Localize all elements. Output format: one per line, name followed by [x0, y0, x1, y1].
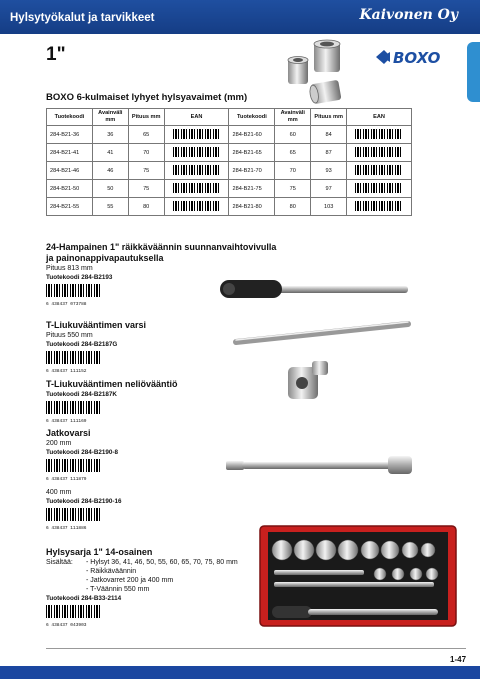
table-row: [47, 198, 412, 216]
cell-length: 70: [128, 144, 164, 162]
extension-length-2: 400 mm: [46, 489, 72, 496]
t-bar-title: T-Liukuvääntimen varsi: [46, 320, 147, 330]
cell-code: 284-B21-75: [229, 180, 275, 198]
cell-length: 84: [311, 126, 347, 144]
col-header: Avainväli mm: [275, 109, 311, 126]
cell-ean: [347, 162, 412, 180]
table-row: [47, 162, 412, 180]
table-header-row: [47, 109, 412, 126]
side-tab[interactable]: [467, 42, 480, 102]
barcode-icon: [173, 165, 221, 175]
barcode-icon: [46, 605, 100, 618]
kit-contains-label: Sisältää:: [46, 559, 73, 566]
sockets-image: [284, 38, 354, 108]
ratchet-length: Pituus 813 mm: [46, 265, 93, 272]
kit-ean: 6 438437 043903: [46, 623, 87, 628]
col-header: Pituus mm: [311, 109, 347, 126]
socket-table: [46, 108, 412, 216]
footer-bar: [0, 666, 480, 679]
cell-width: 50: [92, 180, 128, 198]
col-header: Tuotekoodi: [229, 109, 275, 126]
barcode-icon: [46, 508, 100, 521]
barcode-icon: [355, 165, 403, 175]
list-item: - Hylsyt 36, 41, 46, 50, 55, 60, 65, 70, 75, 80 mm: [86, 559, 238, 566]
cell-width: 65: [275, 144, 311, 162]
cell-width: 70: [275, 162, 311, 180]
table-row: [47, 126, 412, 144]
cell-width: 60: [275, 126, 311, 144]
cell-code: 284-B21-50: [47, 180, 93, 198]
cell-ean: [164, 144, 229, 162]
kit-case-image: [258, 524, 458, 628]
cell-width: 46: [92, 162, 128, 180]
ratchet-code: Tuotekoodi 284-B2193: [46, 274, 113, 281]
t-bar-length: Pituus 550 mm: [46, 332, 93, 339]
cell-ean: [164, 162, 229, 180]
extension-length-1: 200 mm: [46, 440, 72, 447]
col-header: EAN: [164, 109, 229, 126]
cell-width: 36: [92, 126, 128, 144]
section-heading: BOXO 6-kulmaiset lyhyet hylsyavaimet (mm): [46, 92, 248, 103]
cell-width: 55: [92, 198, 128, 216]
ratchet-image: [218, 276, 412, 302]
size-heading: 1": [46, 44, 66, 65]
barcode-icon: [46, 284, 100, 297]
t-bar-ean: 6 438437 111152: [46, 369, 87, 374]
header-bar: [0, 0, 480, 34]
cell-length: 75: [128, 162, 164, 180]
cell-ean: [164, 198, 229, 216]
cell-width: 41: [92, 144, 128, 162]
col-header: EAN: [347, 109, 412, 126]
header-title: Hylsytyökalut ja tarvikkeet: [10, 12, 155, 24]
cell-ean: [347, 198, 412, 216]
cell-length: 75: [128, 180, 164, 198]
ratchet-title-1: 24-Hampainen 1" räikkäväännin suunnanvaihtovivulla: [46, 242, 277, 252]
extension-ean-2: 6 438437 111886: [46, 526, 87, 531]
page-number: 1-47: [450, 655, 467, 664]
cell-code: 284-B21-65: [229, 144, 275, 162]
extension-block: [46, 428, 121, 531]
barcode-icon: [173, 147, 221, 157]
t-bar-block: [46, 320, 146, 374]
col-header: Tuotekoodi: [47, 109, 93, 126]
table-row: [47, 144, 412, 162]
extension-title: Jatkovarsi: [46, 428, 91, 438]
list-item: - T-Väännin 550 mm: [86, 586, 150, 593]
cell-code: 284-B21-60: [229, 126, 275, 144]
extension-image: [222, 452, 416, 478]
barcode-icon: [46, 401, 100, 414]
extension-ean-1: 6 438437 111879: [46, 477, 87, 482]
col-header: Avainväli mm: [92, 109, 128, 126]
kit-title: Hylsysarja 1" 14-osainen: [46, 547, 153, 557]
barcode-icon: [173, 183, 221, 193]
cell-code: 284-B21-55: [47, 198, 93, 216]
barcode-icon: [46, 459, 100, 472]
table-row: [47, 180, 412, 198]
ratchet-title-2: ja painonappivapautuksella: [46, 253, 164, 263]
t-square-code: Tuotekoodi 284-B2187K: [46, 391, 117, 398]
cell-width: 75: [275, 180, 311, 198]
barcode-icon: [173, 201, 221, 211]
t-square-ean: 6 438437 111169: [46, 419, 87, 424]
cell-ean: [347, 180, 412, 198]
ratchet-ean: 6 438437 073788: [46, 302, 87, 307]
cell-code: 284-B21-41: [47, 144, 93, 162]
t-bar-image: [232, 318, 412, 348]
cell-code: 284-B21-80: [229, 198, 275, 216]
cell-ean: [347, 126, 412, 144]
kit-block: [46, 547, 238, 628]
cell-length: 93: [311, 162, 347, 180]
cell-length: 80: [128, 198, 164, 216]
footer-divider: [46, 648, 466, 649]
barcode-icon: [355, 147, 403, 157]
brand-logo: Kaivonen Oy: [359, 7, 458, 23]
extension-code-1: Tuotekoodi 284-B2190-8: [46, 449, 118, 456]
barcode-icon: [173, 129, 221, 139]
cell-code: 284-B21-70: [229, 162, 275, 180]
list-item: - Jatkovarret 200 ja 400 mm: [86, 577, 174, 584]
boxo-logo-text: BOXO: [393, 49, 441, 67]
barcode-icon: [355, 201, 403, 211]
list-item: - Räikkäväännin: [86, 568, 137, 575]
kit-contents-list: [86, 558, 238, 594]
col-header: Pituus mm: [128, 109, 164, 126]
kit-code: Tuotekoodi 284-B33-2114: [46, 595, 122, 602]
cell-code: 284-B21-46: [47, 162, 93, 180]
barcode-icon: [355, 183, 403, 193]
barcode-icon: [46, 351, 100, 364]
t-square-title: T-Liukuvääntimen neliövääntiö: [46, 379, 178, 389]
boxo-logo: [374, 46, 456, 68]
barcode-icon: [355, 129, 403, 139]
extension-code-2: Tuotekoodi 284-B2190-16: [46, 498, 122, 505]
cell-ean: [164, 180, 229, 198]
cell-ean: [164, 126, 229, 144]
cell-length: 65: [128, 126, 164, 144]
cell-code: 284-B21-36: [47, 126, 93, 144]
cell-width: 80: [275, 198, 311, 216]
t-square-block: [46, 379, 178, 424]
t-square-image: [282, 355, 334, 407]
cell-ean: [347, 144, 412, 162]
cell-length: 97: [311, 180, 347, 198]
cell-length: 87: [311, 144, 347, 162]
cell-length: 103: [311, 198, 347, 216]
t-bar-code: Tuotekoodi 284-B2187G: [46, 341, 118, 348]
